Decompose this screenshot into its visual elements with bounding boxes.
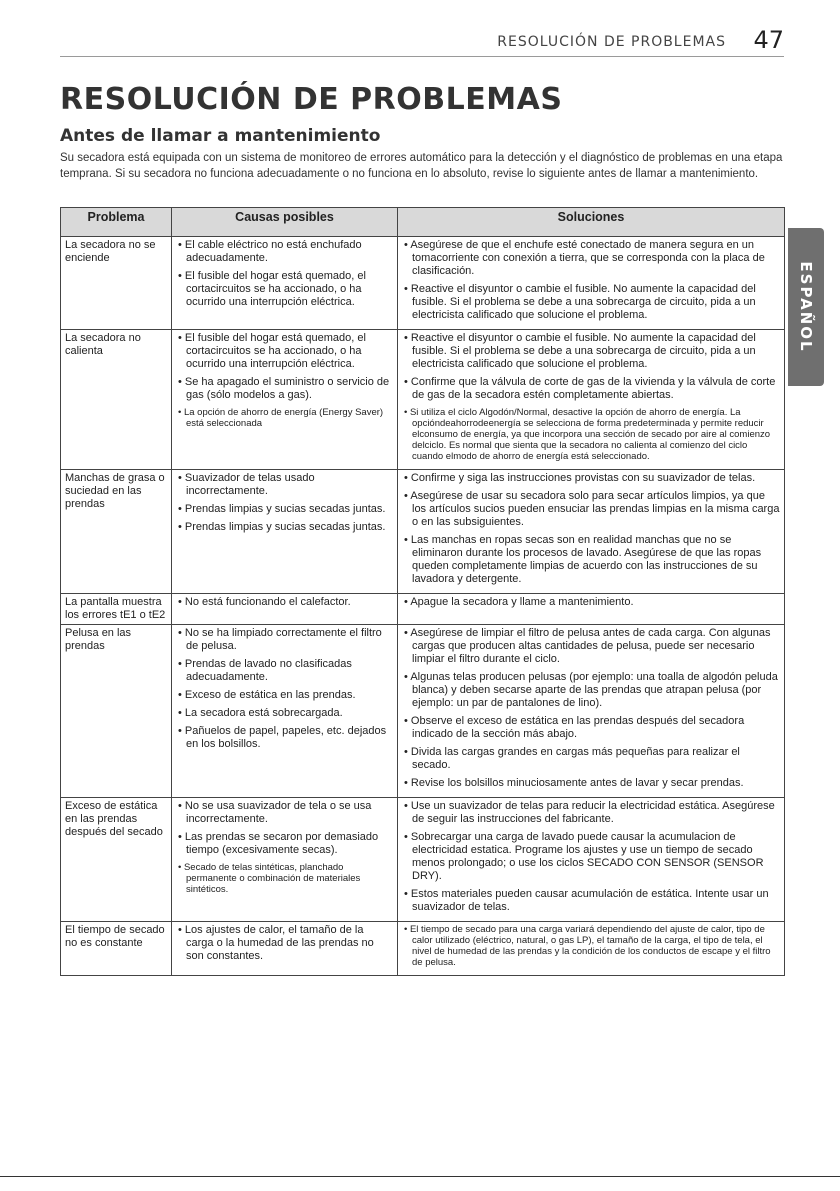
problem-cell: El tiempo de secado no es constante xyxy=(61,922,172,976)
solution-item: • Sobrecargar una carga de lavado puede causar la acumulacion de electricidad estatica. Programe los ajustes y use un tiempo de secado menos prolongado; o use los ciclos SECADO CON SENSOR (SENSOR DRY). xyxy=(402,831,780,883)
cause-item: • El fusible del hogar está quemado, el cortacircuitos se ha accionado, o ha ocurrido una interrupción eléctrica. xyxy=(176,332,393,371)
header-causes: Causas posibles xyxy=(172,208,398,237)
causes-cell xyxy=(172,594,398,625)
table-row xyxy=(61,625,785,798)
language-side-tab-label: ESPAÑOL xyxy=(797,261,815,353)
page-subtitle: Antes de llamar a mantenimiento xyxy=(60,126,381,146)
solution-item: • Revise los bolsillos minuciosamente antes de lavar y secar prendas. xyxy=(402,777,780,790)
table-row xyxy=(61,330,785,470)
solution-item: • Use un suavizador de telas para reducir la electricidad estática. Asegúrese de seguir las instrucciones del fabricante. xyxy=(402,800,780,826)
table-row xyxy=(61,237,785,330)
solution-item: • Confirme y siga las instrucciones provistas con su suavizador de telas. xyxy=(402,472,780,485)
intro-paragraph: Su secadora está equipada con un sistema de monitoreo de errores automático para la detección y el diagnóstico de problemas en una etapa temprana. Si su secadora no funciona adecuadamente o no funciona en lo absoluto, revise lo siguiente antes de llamar a mantenimiento. xyxy=(60,152,783,180)
solutions-cell xyxy=(398,625,785,798)
solution-item: • Asegúrese de que el enchufe esté conectado de manera segura en un tomacorriente con conexión a tierra, que se corresponda con la placa de clasificación. xyxy=(402,239,780,278)
cause-item: • La opción de ahorro de energía (Energy Saver) está seleccionada xyxy=(176,407,393,429)
table-row xyxy=(61,922,785,976)
solution-item: • Las manchas en ropas secas son en realidad manchas que no se eliminaron durante los procesos de lavado. Asegúrese de que las ropas queden completamente limpias de acuerdo con las instrucciones de su lavadora y detergente. xyxy=(402,534,780,586)
troubleshooting-table xyxy=(60,207,785,976)
table-row xyxy=(61,594,785,625)
table-header-row xyxy=(61,208,785,237)
solutions-cell xyxy=(398,330,785,470)
solution-item: • El tiempo de secado para una carga variará dependiendo del ajuste de calor, tipo de calor utilizado (eléctrico, natural, o gas LP), el tamaño de la carga, el tipo de tela, el nivel de humedad de las prendas y la condición de los conductos de escape y el filtro de pelusa. xyxy=(402,924,780,968)
page-title: RESOLUCIÓN DE PROBLEMAS xyxy=(60,82,563,117)
solutions-cell xyxy=(398,237,785,330)
solution-item: • Divida las cargas grandes en cargas más pequeñas para realizar el secado. xyxy=(402,746,780,772)
cause-item: • El fusible del hogar está quemado, el cortacircuitos se ha accionado, o ha ocurrido una interrupción eléctrica. xyxy=(176,270,393,309)
header-solutions: Soluciones xyxy=(398,208,785,237)
causes-cell xyxy=(172,922,398,976)
cause-item: • Prendas limpias y sucias secadas juntas. xyxy=(176,521,393,534)
bottom-rule xyxy=(0,1176,840,1177)
cause-item: • Las prendas se secaron por demasiado tiempo (excesivamente secas). xyxy=(176,831,393,857)
header-problem: Problema xyxy=(61,208,172,237)
problem-cell: La pantalla muestra los errores tE1 o tE2 xyxy=(61,594,172,625)
table-row xyxy=(61,798,785,922)
problem-cell: Manchas de grasa o suciedad en las prendas xyxy=(61,470,172,594)
table-row xyxy=(61,470,785,594)
solution-item: • Asegúrese de limpiar el filtro de pelusa antes de cada carga. Con algunas cargas que producen altas cantidades de pelusa, puede ser necesario limpiar el filtro durante el ciclo. xyxy=(402,627,780,666)
cause-item: • Suavizador de telas usado incorrectamente. xyxy=(176,472,393,498)
causes-cell xyxy=(172,237,398,330)
solutions-cell xyxy=(398,922,785,976)
solution-item: • Si utiliza el ciclo Algodón/Normal, desactive la opción de ahorro de energía. La opcióndeahorrodeenergía se selecciona de forma predeterminada y permite reducir elconsumo de energía, ya que incorpora una sección de secado por aire al comienzo delciclo. Es normal que sienta que la secadora no calienta al comienzo del ciclo cuando elmodo de ahorro de energía está seleccionado. xyxy=(402,407,780,462)
page-header xyxy=(60,26,784,57)
cause-item: • Pañuelos de papel, papeles, etc. dejados en los bolsillos. xyxy=(176,725,393,751)
solutions-cell xyxy=(398,470,785,594)
causes-cell xyxy=(172,470,398,594)
cause-item: • Prendas limpias y sucias secadas juntas. xyxy=(176,503,393,516)
cause-item: • Prendas de lavado no clasificadas adecuadamente. xyxy=(176,658,393,684)
language-side-tab xyxy=(788,228,824,386)
header-section-title: RESOLUCIÓN DE PROBLEMAS xyxy=(497,34,726,50)
cause-item: • Se ha apagado el suministro o servicio de gas (sólo modelos a gas). xyxy=(176,376,393,402)
solution-item: • Estos materiales pueden causar acumulación de estática. Intente usar un suavizador de telas. xyxy=(402,888,780,914)
solution-item: • Reactive el disyuntor o cambie el fusible. No aumente la capacidad del fusible. Si el problema se debe a una sobrecarga de circuito, pida a un electricista calificado que solucione el problema. xyxy=(402,332,780,371)
causes-cell xyxy=(172,330,398,470)
solutions-cell xyxy=(398,594,785,625)
solution-item: • Observe el exceso de estática en las prendas después del secadora indicado de la sección más abajo. xyxy=(402,715,780,741)
cause-item: • No se usa suavizador de tela o se usa incorrectamente. xyxy=(176,800,393,826)
solution-item: • Reactive el disyuntor o cambie el fusible. No aumente la capacidad del fusible. Si el problema se debe a una sobrecarga de circuito, pida a un electricista calificado que solucione el problema. xyxy=(402,283,780,322)
solution-item: • Algunas telas producen pelusas (por ejemplo: una toalla de algodón peluda blanca) y deben secarse aparte de las prendas que atrapan pelusa (por ejemplo: un par de pantalones de lino). xyxy=(402,671,780,710)
causes-cell xyxy=(172,798,398,922)
cause-item: • No se ha limpiado correctamente el filtro de pelusa. xyxy=(176,627,393,653)
cause-item: • Exceso de estática en las prendas. xyxy=(176,689,393,702)
problem-cell: Pelusa en las prendas xyxy=(61,625,172,798)
problem-cell: La secadora no se enciende xyxy=(61,237,172,330)
solution-item: • Apague la secadora y llame a mantenimiento. xyxy=(402,596,780,609)
problem-cell: Exceso de estática en las prendas después del secado xyxy=(61,798,172,922)
cause-item: • No está funcionando el calefactor. xyxy=(176,596,393,609)
cause-item: • La secadora está sobrecargada. xyxy=(176,707,393,720)
causes-cell xyxy=(172,625,398,798)
problem-cell: La secadora no calienta xyxy=(61,330,172,470)
page-number: 47 xyxy=(753,26,784,54)
cause-item: • Los ajustes de calor, el tamaño de la carga o la humedad de las prendas no son constantes. xyxy=(176,924,393,963)
solution-item: • Confirme que la válvula de corte de gas de la vivienda y la válvula de corte de gas de la secadora estén completamente abiertas. xyxy=(402,376,780,402)
solution-item: • Asegúrese de usar su secadora solo para secar artículos limpios, ya que los artículos sucios pueden ensuciar las prendas limpias en la misma carga o en las subsiguientes. xyxy=(402,490,780,529)
solutions-cell xyxy=(398,798,785,922)
cause-item: • Secado de telas sintéticas, planchado permanente o combinación de materiales sintéticos. xyxy=(176,862,393,895)
cause-item: • El cable eléctrico no está enchufado adecuadamente. xyxy=(176,239,393,265)
